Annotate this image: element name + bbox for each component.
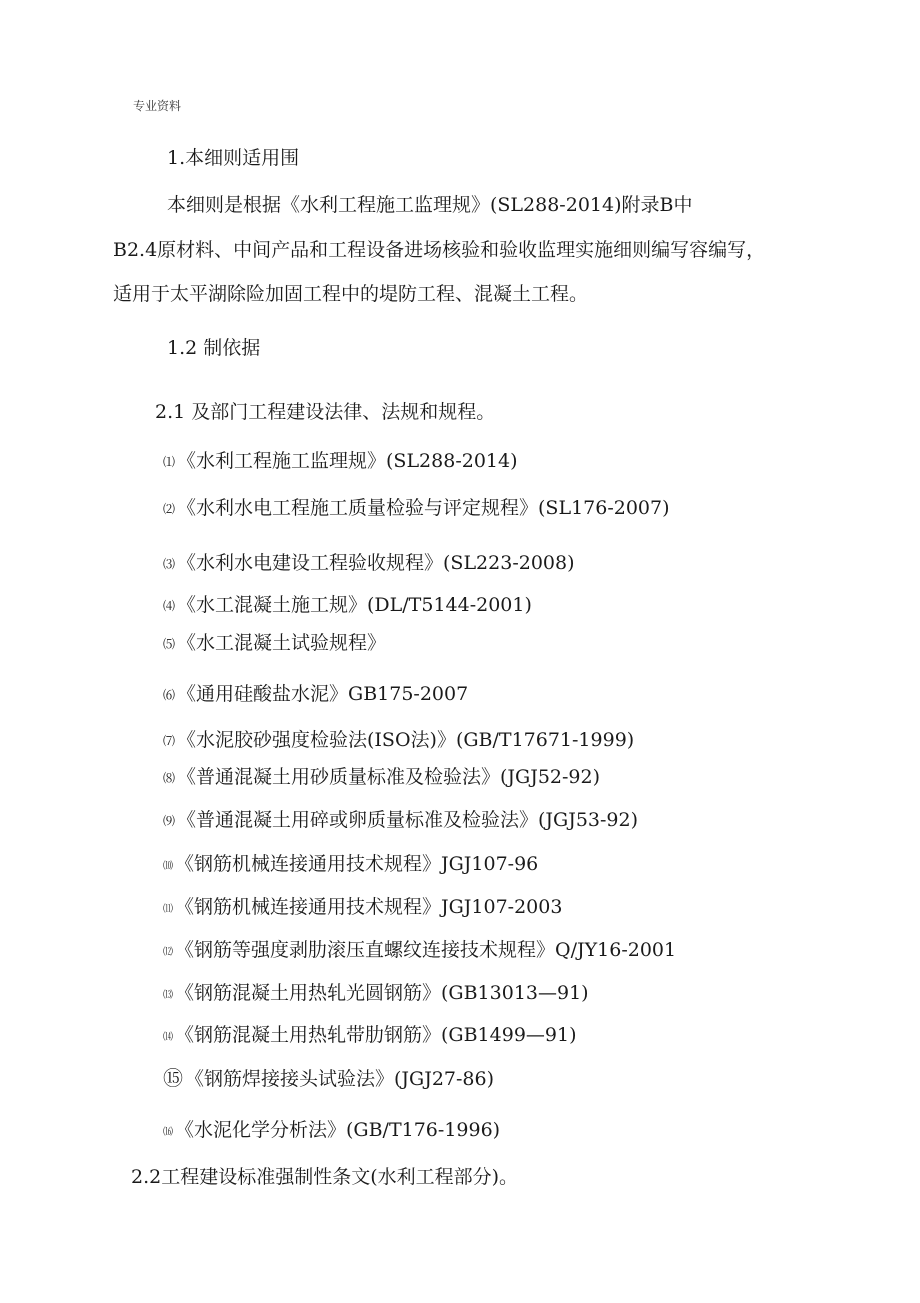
reference-item: [163, 852, 538, 879]
reference-text: 《普通混凝土用砂质量标准及检验法》(JGJ52-92): [177, 766, 601, 788]
reference-item: [163, 1118, 500, 1145]
reference-item: [163, 631, 386, 656]
reference-number: ⑮: [163, 1066, 183, 1090]
reference-text: 《水泥化学分析法》(GB/T176-1996): [175, 1119, 501, 1141]
reference-item: [163, 496, 670, 521]
section-2-2-heading: 2.2工程建设标准强制性条文(水利工程部分)。: [131, 1166, 519, 1188]
section-1-paragraph-line-3: 适用于太平湖除险加固工程中的堤防工程、混凝土工程。: [113, 283, 589, 305]
reference-number: ⑸: [163, 637, 176, 651]
reference-text: 《水利水电建设工程验收规程》(SL223-2008): [177, 552, 575, 574]
reference-text: 《钢筋混凝土用热轧光圆钢筋》(GB13013—91): [175, 982, 589, 1004]
reference-number: ⑶: [163, 557, 176, 571]
section-2-1-heading: 2.1 及部门工程建设法律、法规和规程。: [155, 401, 496, 423]
section-1-paragraph-line-1: 本细则是根据《水利工程施工监理规》(SL288-2014)附录B中: [167, 194, 693, 216]
reference-text: 《钢筋机械连接通用技术规程》JGJ107-96: [175, 853, 539, 875]
reference-text: 《通用硅酸盐水泥》GB175-2007: [177, 683, 469, 705]
reference-number: ⑻: [163, 771, 176, 785]
reference-number: ⒁: [163, 1032, 173, 1043]
reference-text: 《水利工程施工监理规》(SL288-2014): [177, 450, 518, 472]
reference-number: ⑺: [163, 734, 176, 748]
reference-item: [163, 728, 634, 753]
reference-text: 《钢筋焊接接头试验法》(JGJ27-86): [185, 1068, 495, 1090]
reference-item: [163, 765, 600, 790]
reference-item: [163, 682, 468, 707]
reference-text: 《水利水电工程施工质量检验与评定规程》(SL176-2007): [177, 497, 670, 519]
reference-text: 《普通混凝土用碎或卵质量标准及检验法》(JGJ53-92): [177, 809, 639, 831]
section-1-paragraph-line-2: B2.4原材料、中间产品和工程设备进场核验和验收监理实施细则编写容编写，: [113, 239, 766, 261]
reference-item: [163, 1023, 577, 1050]
reference-number: ⑼: [163, 814, 176, 828]
reference-item: [163, 895, 562, 922]
reference-text: 《钢筋机械连接通用技术规程》JGJ107-2003: [175, 896, 563, 918]
reference-item: [163, 551, 575, 576]
reference-item: [163, 981, 589, 1008]
reference-item: [163, 808, 638, 833]
reference-number: ⑵: [163, 502, 176, 516]
page-header: 专业资料: [133, 99, 182, 113]
reference-text: 《水工混凝土施工规》(DL/T5144-2001): [177, 594, 532, 616]
reference-item: [163, 449, 518, 474]
section-1-heading: 1.本细则适用围: [167, 147, 300, 169]
section-1-2-heading: 1.2 制依据: [167, 337, 261, 359]
reference-number: ⒃: [163, 1127, 173, 1138]
reference-number: ⑹: [163, 688, 176, 702]
reference-number: ⑿: [163, 947, 173, 958]
reference-text: 《水泥胶砂强度检验法(ISO法)》(GB/T17671-1999): [177, 729, 635, 751]
reference-text: 《钢筋混凝土用热轧带肋钢筋》(GB1499—91): [175, 1024, 577, 1046]
reference-text: 《钢筋等强度剥肋滚压直螺纹连接技术规程》Q/JY16-2001: [175, 939, 677, 961]
reference-number: ⑽: [163, 861, 173, 872]
reference-item: [163, 938, 676, 965]
reference-number: ⑾: [163, 904, 173, 915]
reference-number: ⑴: [163, 455, 176, 469]
reference-text: 《水工混凝土试验规程》: [177, 632, 387, 654]
reference-item: [163, 1066, 494, 1091]
reference-number: ⑷: [163, 599, 176, 613]
reference-number: ⒀: [163, 990, 173, 1001]
reference-item: [163, 593, 532, 618]
